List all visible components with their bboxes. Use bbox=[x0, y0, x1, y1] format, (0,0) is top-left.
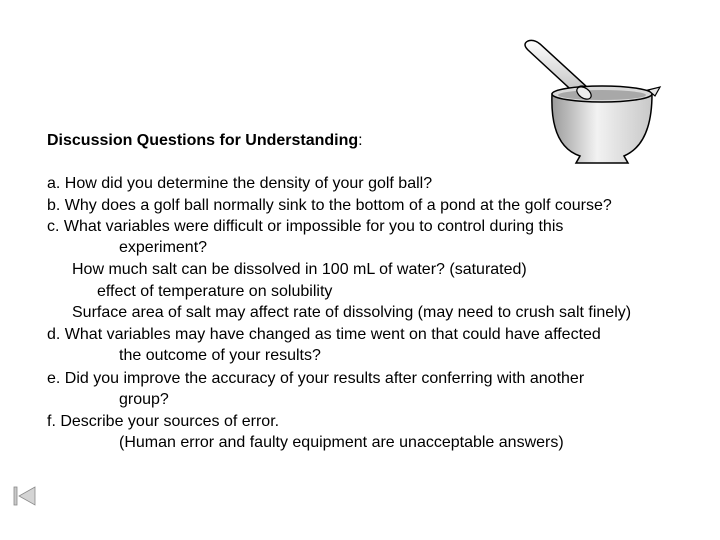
question-d: d. What variables may have changed as time went on that could have affected bbox=[47, 326, 601, 343]
question-e-continuation: group? bbox=[119, 391, 169, 408]
question-d-continuation: the outcome of your results? bbox=[119, 347, 321, 364]
heading-colon: : bbox=[358, 132, 363, 149]
question-b: b. Why does a golf ball normally sink to the bottom of a pond at the golf course? bbox=[47, 197, 612, 214]
question-c-continuation: experiment? bbox=[119, 239, 208, 256]
question-c-example-surface-area: Surface area of salt may affect rate of dissolving (may need to crush salt finely) bbox=[72, 304, 632, 321]
question-c: c. What variables were difficult or impossible for you to control during this bbox=[47, 218, 564, 235]
heading-title: Discussion Questions for Understanding bbox=[47, 132, 359, 149]
question-e: e. Did you improve the accuracy of your results after conferring with another bbox=[47, 370, 585, 387]
question-c-example-saturation: How much salt can be dissolved in 100 mL of water? (saturated) bbox=[72, 261, 527, 278]
question-f: f. Describe your sources of error. bbox=[47, 413, 280, 430]
question-f-note: (Human error and faulty equipment are unacceptable answers) bbox=[119, 434, 564, 451]
question-a: a. How did you determine the density of your golf ball? bbox=[47, 175, 433, 192]
question-c-example-temperature: effect of temperature on solubility bbox=[97, 283, 333, 300]
back-to-first-slide-icon[interactable] bbox=[13, 486, 37, 506]
